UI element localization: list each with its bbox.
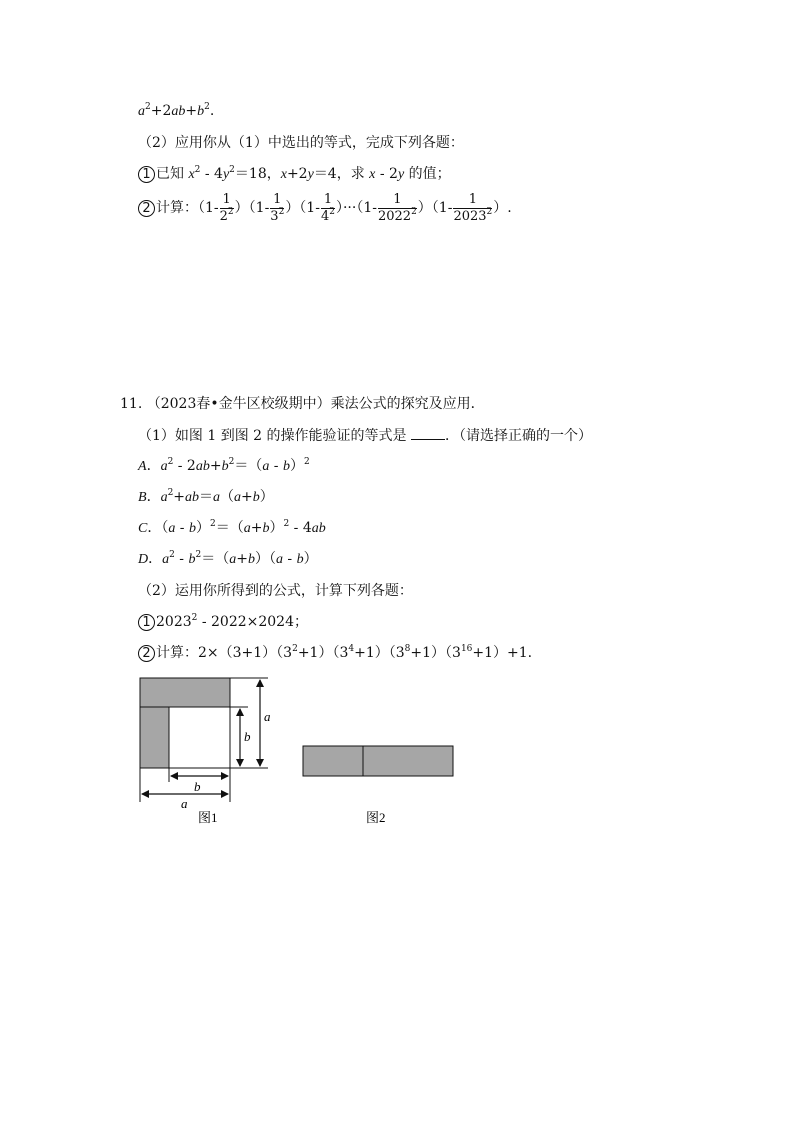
q11-part1: （1）如图 1 到图 2 的操作能验证的等式是 ．（请选择正确的一个） (138, 425, 592, 446)
q11-item1: 1 2023$^2$ - 2022×2024； (138, 612, 308, 632)
q11-header: 11. （2023春•金牛区校级期中）乘法公式的探究及应用． (120, 396, 485, 412)
figures (0, 670, 793, 870)
shaded-rect-right (363, 746, 453, 776)
figure-1 (140, 678, 271, 825)
q11-option-c: C．$(a - b)^2=(a+b)^2 - 4ab$ (138, 519, 326, 536)
label-a-horizontal: a (181, 796, 188, 811)
label-a-vertical: a (264, 709, 271, 724)
figure-1-caption: 图1 (198, 810, 218, 825)
figure-2-caption: 图2 (366, 810, 386, 825)
shaded-rect-left (303, 746, 363, 776)
circled-one-icon: 1 (138, 614, 155, 631)
q10-part2-title: （2）应用你从（1）中选出的等式，完成下列各题： (138, 135, 464, 151)
q10-item2: 2 计算：（1- $\frac{1}{2^2}$ ）（1- $\frac{1}{3^2}$ ）（1- $\frac{1}{4^2}$ ）···（1- $\frac{1}{2022^2}$ ）（1- $\frac{1}{2023^2}$ ）. (138, 190, 512, 226)
figure-2 (303, 746, 453, 825)
circled-two-icon: 2 (138, 645, 155, 662)
fraction: $\frac{1}{2^2}$ (219, 191, 234, 224)
shaded-top-strip (140, 678, 230, 707)
fraction: $\frac{1}{4^2}$ (320, 191, 335, 224)
fraction: $\frac{1}{3^2}$ (270, 191, 285, 224)
q10-item1: 1 已知 $x^2 - 4y^2=18$，x+2y＝4，求 x - 2y 的值； (138, 164, 451, 185)
circled-two-icon: 2 (138, 200, 155, 217)
q11-option-a: A．$a^2 - 2ab+b^2=(a - b)^2$ (138, 457, 310, 474)
q11-item2: 2 计算：$2\times(3+1)(3^2+1)(3^4+1)(3^8+1)(3^{16}+1)+1$. (138, 643, 532, 663)
fraction: $\frac{1}{2023^2}$ (453, 191, 493, 224)
fraction: $\frac{1}{2022^2}$ (377, 191, 417, 224)
label-b-horizontal: b (194, 779, 201, 794)
q11-option-b: B．$a^2+ab=a(a+b)$ (138, 488, 274, 505)
shaded-left-strip (140, 707, 169, 768)
q10-line-tail: $a^2+2ab+b^2$. (138, 102, 215, 119)
q11-option-d: D．$a^2 - b^2=(a+b)(a - b)$ (138, 550, 318, 567)
circled-one-icon: 1 (138, 166, 155, 183)
label-b-vertical: b (244, 729, 251, 744)
q11-part2-title: （2）运用你所得到的公式，计算下列各题： (138, 583, 413, 599)
answer-blank (411, 425, 445, 440)
